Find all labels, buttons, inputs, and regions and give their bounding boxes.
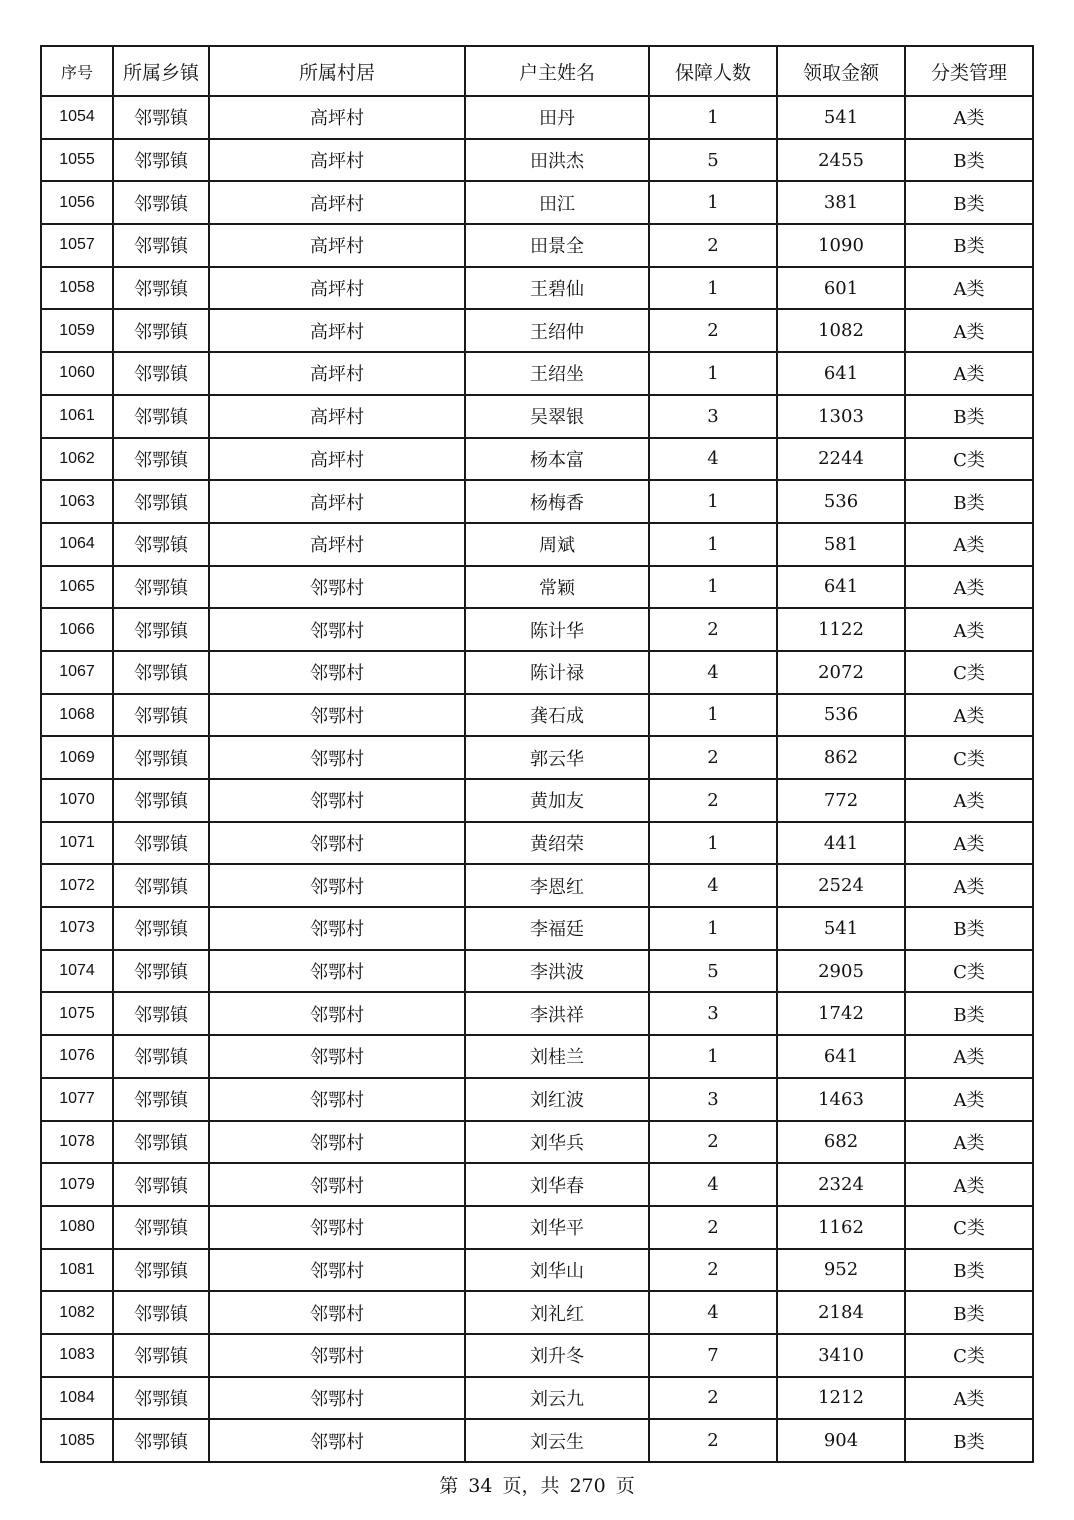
serial-number-cell: 1083 [41,1334,113,1377]
village-cell: 邻鄂村 [209,1035,465,1078]
table-row [41,139,1033,182]
covered-persons-cell: 4 [649,864,777,907]
table-row [41,1035,1033,1078]
serial-number-cell: 1070 [41,779,113,822]
village-cell: 邻鄂村 [209,1291,465,1334]
village-cell: 邻鄂村 [209,1078,465,1121]
category-cell: A类 [905,1078,1033,1121]
township-cell: 邻鄂镇 [113,395,209,438]
amount-received-cell: 2455 [777,139,905,182]
amount-received-cell: 1162 [777,1206,905,1249]
table-row [41,992,1033,1035]
table-row [41,1291,1033,1334]
householder-name-cell: 刘桂兰 [465,1035,649,1078]
householder-name-cell: 李恩红 [465,864,649,907]
table-row [41,224,1033,267]
householder-name-cell: 吴翠银 [465,395,649,438]
covered-persons-cell: 2 [649,608,777,651]
village-cell: 高坪村 [209,438,465,481]
township-cell: 邻鄂镇 [113,992,209,1035]
category-cell: A类 [905,352,1033,395]
serial-number-cell: 1055 [41,139,113,182]
village-cell: 邻鄂村 [209,694,465,737]
serial-number-cell: 1059 [41,309,113,352]
amount-received-cell: 381 [777,181,905,224]
householder-name-cell: 田洪杰 [465,139,649,182]
serial-number-cell: 1071 [41,822,113,865]
serial-number-cell: 1076 [41,1035,113,1078]
serial-number-cell: 1078 [41,1121,113,1164]
covered-persons-cell: 7 [649,1334,777,1377]
category-cell: B类 [905,1249,1033,1292]
householder-name-cell: 刘华平 [465,1206,649,1249]
covered-persons-cell: 2 [649,224,777,267]
amount-received-cell: 441 [777,822,905,865]
village-cell: 邻鄂村 [209,864,465,907]
township-cell: 邻鄂镇 [113,608,209,651]
header-township: 所属乡镇 [113,46,209,96]
amount-received-cell: 641 [777,566,905,609]
footer-prefix: 第 [439,1475,459,1497]
amount-received-cell: 2324 [777,1163,905,1206]
category-cell: A类 [905,1121,1033,1164]
serial-number-cell: 1077 [41,1078,113,1121]
village-cell: 邻鄂村 [209,1206,465,1249]
amount-received-cell: 2905 [777,950,905,993]
category-cell: C类 [905,1206,1033,1249]
township-cell: 邻鄂镇 [113,694,209,737]
village-cell: 邻鄂村 [209,608,465,651]
assistance-roster-table [40,45,1034,1463]
footer-current-page: 34 [468,1475,493,1497]
serial-number-cell: 1072 [41,864,113,907]
covered-persons-cell: 1 [649,694,777,737]
township-cell: 邻鄂镇 [113,1334,209,1377]
table-row [41,181,1033,224]
township-cell: 邻鄂镇 [113,224,209,267]
village-cell: 高坪村 [209,309,465,352]
serial-number-cell: 1060 [41,352,113,395]
category-cell: B类 [905,139,1033,182]
table-row [41,1334,1033,1377]
householder-name-cell: 郭云华 [465,736,649,779]
amount-received-cell: 641 [777,1035,905,1078]
township-cell: 邻鄂镇 [113,779,209,822]
header-row [41,46,1033,96]
township-cell: 邻鄂镇 [113,1377,209,1420]
category-cell: C类 [905,651,1033,694]
category-cell: C类 [905,1334,1033,1377]
category-cell: A类 [905,523,1033,566]
covered-persons-cell: 1 [649,352,777,395]
village-cell: 邻鄂村 [209,1249,465,1292]
amount-received-cell: 1463 [777,1078,905,1121]
header-covered-persons: 保障人数 [649,46,777,96]
householder-name-cell: 杨本富 [465,438,649,481]
footer-page-unit: 页，共 [502,1475,560,1497]
serial-number-cell: 1069 [41,736,113,779]
township-cell: 邻鄂镇 [113,438,209,481]
header-category: 分类管理 [905,46,1033,96]
table-row [41,309,1033,352]
covered-persons-cell: 3 [649,395,777,438]
township-cell: 邻鄂镇 [113,651,209,694]
covered-persons-cell: 4 [649,651,777,694]
header-village: 所属村居 [209,46,465,96]
covered-persons-cell: 1 [649,480,777,523]
category-cell: A类 [905,822,1033,865]
village-cell: 邻鄂村 [209,1121,465,1164]
village-cell: 高坪村 [209,352,465,395]
category-cell: B类 [905,181,1033,224]
householder-name-cell: 周斌 [465,523,649,566]
table-row [41,352,1033,395]
amount-received-cell: 1082 [777,309,905,352]
amount-received-cell: 536 [777,694,905,737]
householder-name-cell: 黄绍荣 [465,822,649,865]
category-cell: C类 [905,950,1033,993]
township-cell: 邻鄂镇 [113,907,209,950]
amount-received-cell: 952 [777,1249,905,1292]
village-cell: 高坪村 [209,267,465,310]
page-footer [0,1471,1074,1498]
village-cell: 邻鄂村 [209,736,465,779]
serial-number-cell: 1067 [41,651,113,694]
amount-received-cell: 1212 [777,1377,905,1420]
covered-persons-cell: 1 [649,907,777,950]
table-header [41,46,1033,96]
table-row [41,864,1033,907]
householder-name-cell: 李福廷 [465,907,649,950]
serial-number-cell: 1063 [41,480,113,523]
amount-received-cell: 2072 [777,651,905,694]
householder-name-cell: 黄加友 [465,779,649,822]
amount-received-cell: 536 [777,480,905,523]
covered-persons-cell: 2 [649,1419,777,1462]
table-row [41,907,1033,950]
village-cell: 高坪村 [209,181,465,224]
township-cell: 邻鄂镇 [113,1419,209,1462]
table-row [41,1121,1033,1164]
amount-received-cell: 772 [777,779,905,822]
covered-persons-cell: 2 [649,309,777,352]
table-row [41,480,1033,523]
township-cell: 邻鄂镇 [113,1121,209,1164]
table-row [41,779,1033,822]
township-cell: 邻鄂镇 [113,181,209,224]
householder-name-cell: 刘升冬 [465,1334,649,1377]
category-cell: A类 [905,566,1033,609]
householder-name-cell: 田江 [465,181,649,224]
serial-number-cell: 1073 [41,907,113,950]
amount-received-cell: 1303 [777,395,905,438]
householder-name-cell: 王碧仙 [465,267,649,310]
village-cell: 邻鄂村 [209,1377,465,1420]
covered-persons-cell: 5 [649,139,777,182]
table-row [41,651,1033,694]
serial-number-cell: 1074 [41,950,113,993]
covered-persons-cell: 2 [649,736,777,779]
township-cell: 邻鄂镇 [113,352,209,395]
township-cell: 邻鄂镇 [113,1035,209,1078]
footer-suffix: 页 [615,1475,635,1497]
serial-number-cell: 1061 [41,395,113,438]
serial-number-cell: 1084 [41,1377,113,1420]
township-cell: 邻鄂镇 [113,523,209,566]
serial-number-cell: 1082 [41,1291,113,1334]
covered-persons-cell: 2 [649,1121,777,1164]
village-cell: 高坪村 [209,395,465,438]
village-cell: 高坪村 [209,96,465,139]
serial-number-cell: 1081 [41,1249,113,1292]
village-cell: 邻鄂村 [209,992,465,1035]
table-row [41,566,1033,609]
township-cell: 邻鄂镇 [113,480,209,523]
village-cell: 邻鄂村 [209,907,465,950]
table-row [41,395,1033,438]
township-cell: 邻鄂镇 [113,1163,209,1206]
serial-number-cell: 1080 [41,1206,113,1249]
householder-name-cell: 陈计禄 [465,651,649,694]
householder-name-cell: 刘华山 [465,1249,649,1292]
table-row [41,694,1033,737]
category-cell: B类 [905,907,1033,950]
table-row [41,523,1033,566]
householder-name-cell: 刘华兵 [465,1121,649,1164]
township-cell: 邻鄂镇 [113,1078,209,1121]
covered-persons-cell: 1 [649,523,777,566]
township-cell: 邻鄂镇 [113,139,209,182]
table-row [41,96,1033,139]
amount-received-cell: 2524 [777,864,905,907]
table-row [41,1419,1033,1462]
village-cell: 邻鄂村 [209,1334,465,1377]
covered-persons-cell: 5 [649,950,777,993]
serial-number-cell: 1062 [41,438,113,481]
covered-persons-cell: 4 [649,1163,777,1206]
category-cell: A类 [905,96,1033,139]
serial-number-cell: 1056 [41,181,113,224]
category-cell: A类 [905,1377,1033,1420]
householder-name-cell: 杨梅香 [465,480,649,523]
table-row [41,1078,1033,1121]
table-row [41,438,1033,481]
covered-persons-cell: 1 [649,267,777,310]
householder-name-cell: 刘红波 [465,1078,649,1121]
serial-number-cell: 1075 [41,992,113,1035]
householder-name-cell: 王绍仲 [465,309,649,352]
category-cell: A类 [905,608,1033,651]
serial-number-cell: 1058 [41,267,113,310]
covered-persons-cell: 4 [649,438,777,481]
amount-received-cell: 541 [777,907,905,950]
village-cell: 邻鄂村 [209,651,465,694]
covered-persons-cell: 2 [649,1206,777,1249]
category-cell: B类 [905,1419,1033,1462]
category-cell: C类 [905,736,1033,779]
covered-persons-cell: 2 [649,1249,777,1292]
category-cell: B类 [905,395,1033,438]
category-cell: A类 [905,267,1033,310]
amount-received-cell: 1742 [777,992,905,1035]
amount-received-cell: 1122 [777,608,905,651]
category-cell: A类 [905,864,1033,907]
township-cell: 邻鄂镇 [113,864,209,907]
village-cell: 高坪村 [209,523,465,566]
householder-name-cell: 常颖 [465,566,649,609]
householder-name-cell: 王绍坐 [465,352,649,395]
table-row [41,822,1033,865]
householder-name-cell: 刘华春 [465,1163,649,1206]
category-cell: A类 [905,309,1033,352]
township-cell: 邻鄂镇 [113,1206,209,1249]
table-row [41,1377,1033,1420]
householder-name-cell: 龚石成 [465,694,649,737]
serial-number-cell: 1085 [41,1419,113,1462]
serial-number-cell: 1057 [41,224,113,267]
householder-name-cell: 李洪波 [465,950,649,993]
village-cell: 邻鄂村 [209,822,465,865]
amount-received-cell: 541 [777,96,905,139]
category-cell: B类 [905,224,1033,267]
table-row [41,1206,1033,1249]
village-cell: 邻鄂村 [209,1163,465,1206]
amount-received-cell: 862 [777,736,905,779]
householder-name-cell: 刘礼红 [465,1291,649,1334]
table-row [41,736,1033,779]
table-row [41,608,1033,651]
category-cell: B类 [905,480,1033,523]
category-cell: A类 [905,779,1033,822]
table-row [41,1249,1033,1292]
township-cell: 邻鄂镇 [113,950,209,993]
category-cell: A类 [905,1035,1033,1078]
township-cell: 邻鄂镇 [113,736,209,779]
serial-number-cell: 1068 [41,694,113,737]
amount-received-cell: 641 [777,352,905,395]
householder-name-cell: 刘云生 [465,1419,649,1462]
village-cell: 邻鄂村 [209,1419,465,1462]
amount-received-cell: 581 [777,523,905,566]
amount-received-cell: 601 [777,267,905,310]
village-cell: 邻鄂村 [209,950,465,993]
covered-persons-cell: 1 [649,1035,777,1078]
township-cell: 邻鄂镇 [113,96,209,139]
amount-received-cell: 3410 [777,1334,905,1377]
category-cell: B类 [905,1291,1033,1334]
covered-persons-cell: 1 [649,181,777,224]
covered-persons-cell: 1 [649,566,777,609]
township-cell: 邻鄂镇 [113,822,209,865]
serial-number-cell: 1065 [41,566,113,609]
covered-persons-cell: 3 [649,992,777,1035]
amount-received-cell: 2244 [777,438,905,481]
township-cell: 邻鄂镇 [113,1291,209,1334]
covered-persons-cell: 4 [649,1291,777,1334]
category-cell: A类 [905,694,1033,737]
covered-persons-cell: 1 [649,96,777,139]
covered-persons-cell: 1 [649,822,777,865]
table-row [41,1163,1033,1206]
township-cell: 邻鄂镇 [113,309,209,352]
householder-name-cell: 刘云九 [465,1377,649,1420]
table-row [41,950,1033,993]
village-cell: 高坪村 [209,480,465,523]
amount-received-cell: 682 [777,1121,905,1164]
serial-number-cell: 1054 [41,96,113,139]
serial-number-cell: 1066 [41,608,113,651]
township-cell: 邻鄂镇 [113,1249,209,1292]
serial-number-cell: 1064 [41,523,113,566]
category-cell: C类 [905,438,1033,481]
header-serial-number: 序号 [41,46,113,96]
amount-received-cell: 2184 [777,1291,905,1334]
householder-name-cell: 陈计华 [465,608,649,651]
householder-name-cell: 田丹 [465,96,649,139]
covered-persons-cell: 3 [649,1078,777,1121]
header-amount-received: 领取金额 [777,46,905,96]
covered-persons-cell: 2 [649,1377,777,1420]
footer-total-pages: 270 [569,1475,606,1497]
category-cell: B类 [905,992,1033,1035]
covered-persons-cell: 2 [649,779,777,822]
table-row [41,267,1033,310]
table-body [41,96,1033,1462]
amount-received-cell: 904 [777,1419,905,1462]
householder-name-cell: 李洪祥 [465,992,649,1035]
header-householder-name: 户主姓名 [465,46,649,96]
township-cell: 邻鄂镇 [113,267,209,310]
householder-name-cell: 田景全 [465,224,649,267]
village-cell: 高坪村 [209,139,465,182]
amount-received-cell: 1090 [777,224,905,267]
township-cell: 邻鄂镇 [113,566,209,609]
village-cell: 高坪村 [209,224,465,267]
village-cell: 邻鄂村 [209,566,465,609]
village-cell: 邻鄂村 [209,779,465,822]
category-cell: A类 [905,1163,1033,1206]
serial-number-cell: 1079 [41,1163,113,1206]
